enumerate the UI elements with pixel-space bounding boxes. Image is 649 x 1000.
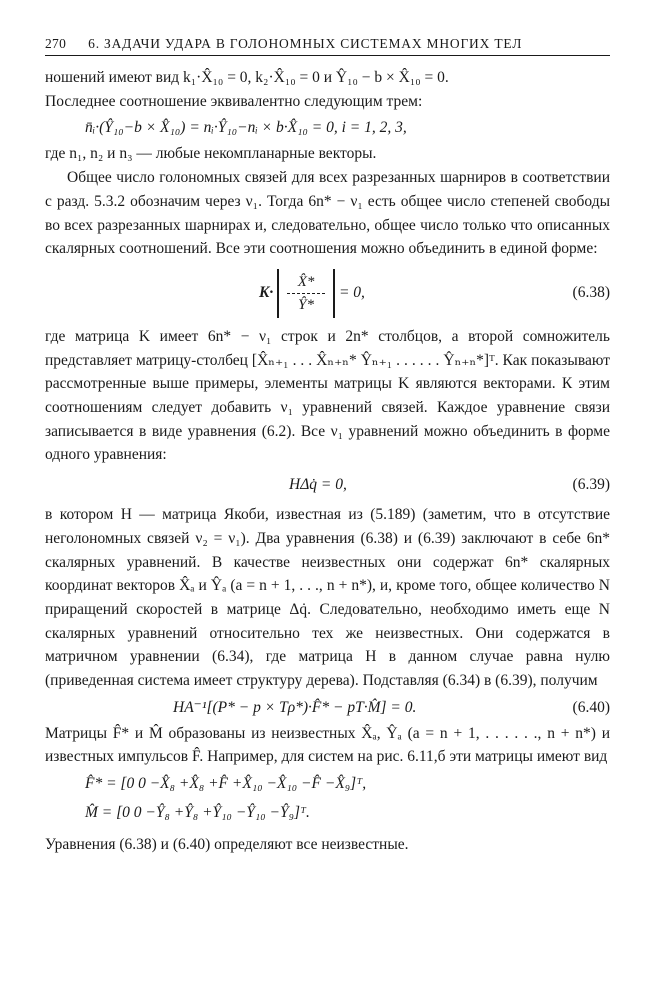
text-line-3: где n₁, n₂ и n₃ — любые некомпланарные векторы. — [45, 145, 377, 163]
equation-number-6-40: (6.40) — [572, 698, 610, 716]
column-vector — [277, 269, 335, 318]
equation-f-star — [45, 769, 610, 798]
book-page — [45, 36, 610, 857]
text-line-2: Последнее соотношение эквивалентно следующим трем: — [45, 92, 423, 110]
equation-6-38-body — [259, 261, 365, 325]
equation-number-6-38: (6.38) — [572, 283, 610, 301]
equation-n-relations — [45, 113, 610, 142]
text-line-1: ношений имеют вид k₁·X̂₁₀ = 0, k₂·X̂₁₀ = 0 и Ŷ₁₀ − b × X̂₁₀ = 0. — [45, 69, 449, 86]
equals-zero: = 0, — [338, 283, 365, 301]
paragraph-jacobi-matrix: в котором H — матрица Якоби, известная из (5.189) (заметим, что в отсутствие неголономных связей ν₂ = ν₁). Два уравнения (6.38) и (6.39) заключают в себе 6n* скалярных уравнений. В качестве неизвестных они содержат 6n* скалярных координат векторов X̂ₐ и Ŷₐ (a = n + 1, . . ., n + n*), и, кроме того, общее количество N приращений скоростей в матрице Δq̇. Следовательно, необходимо иметь еще N скалярных уравнений относительно тех же неизвестных. Они содержатся в матричном уравнении (6.34), где матрица H в данном случае равна нулю (приведенная система имеет структуру дерева). Подставляя (6.34) в (6.39), получим — [45, 506, 610, 690]
equation-number-6-39: (6.39) — [572, 476, 610, 494]
running-header — [45, 36, 610, 56]
equation-n-relations-body: n̄ᵢ·(Ŷ₁₀−b × X̂₁₀) = nᵢ·Ŷ₁₀−nᵢ × b·X̂₁₀ = 0, i = 1, 2, 3, — [85, 119, 407, 137]
equation-f-star-body: F̂* = [0 0 −X̂₈ +X̂₈ +F̂ +X̂₁₀ −X̂₁₀ −F̂ −X̂₉]ᵀ, — [85, 775, 367, 793]
equation-6-38 — [45, 261, 610, 325]
paragraph-holonomic-constraints: Общее число голономных связей для всех разрезанных шарниров в соответствии с разд. 5.3.2 обозначим через ν₁. Тогда 6n* − ν₁ есть общее число степеней свободы во всех разрезанных шарнирах и, следовательно, общее число только что описанных скалярных соотношений. Все эти соотношения можно объединить в единой форме: — [45, 169, 610, 258]
vector-x-star: X̂* — [297, 273, 315, 290]
text-line-last: Уравнения (6.38) и (6.40) определяют все неизвестные. — [45, 836, 409, 854]
equation-6-40 — [45, 693, 610, 722]
equation-6-39-body: HΔq̇ = 0, — [289, 476, 347, 494]
equation-m-hat — [45, 798, 610, 827]
chapter-title: 6. ЗАДАЧИ УДАРА В ГОЛОНОМНЫХ СИСТЕМАХ МНОГИХ ТЕЛ — [88, 36, 523, 51]
equation-6-39 — [45, 467, 610, 503]
paragraph-matrices-f-m: Матрицы F̂* и M̂ образованы из неизвестных X̂ₐ, Ŷₐ (a = n + 1, . . . . . ., n + n*) и известных импульсов F̂. Например, для систем на рис. 6.11,б эти матрицы имеют вид — [45, 724, 610, 766]
matrix-k: K· — [259, 283, 274, 301]
equation-m-hat-body: M̂ = [0 0 −Ŷ₈ +Ŷ₈ +Ŷ₁₀ −Ŷ₁₀ −Ŷ₉]ᵀ. — [85, 804, 310, 822]
equation-6-40-body: HA⁻¹[(P* − p × Tρ*)·F̂* − pT·M̂] = 0. — [173, 698, 417, 716]
vector-y-star: Ŷ* — [298, 296, 315, 313]
page-number: 270 — [45, 36, 67, 51]
paragraph-matrix-k: где матрица K имеет 6n* − ν₁ строк и 2n* столбцов, а второй сомножитель представляет матрицу-столбец [X̂ₙ₊₁ . . . X̂ₙ₊ₙ* Ŷₙ₊₁ . . . . . . Ŷₙ₊ₙ*]ᵀ. Как показывают рассмотренные выше примеры, элементы матрицы K являются векторами. К этим соотношениям следует добавить ν₁ уравнений связей. Каждое уравнение связи записывается в виде уравнения (6.2). Все ν₁ уравнений можно объединить в форме одного уравнения: — [45, 327, 610, 464]
